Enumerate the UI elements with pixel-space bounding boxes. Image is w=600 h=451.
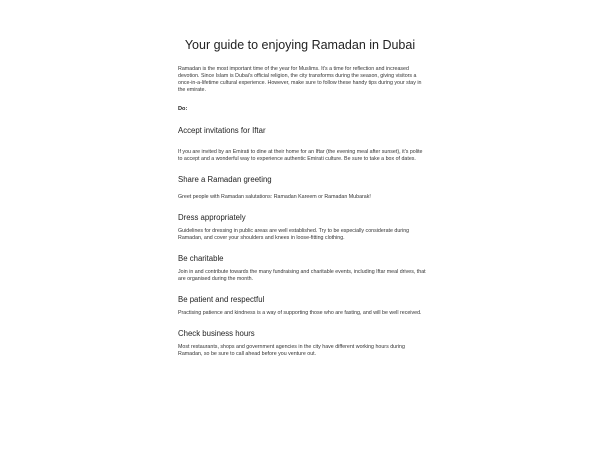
section-heading: Be patient and respectful (178, 295, 265, 304)
section-text: Most restaurants, shops and government agencies in the city have different working hours during Ramadan, so be sure to call ahead before you venture out. (178, 344, 405, 357)
page-title: Your guide to enjoying Ramadan in Dubai (184, 38, 416, 52)
section-text: Practising patience and kindness is a way of supporting those who are fasting, and will be well received. (178, 310, 422, 316)
section-charitable (178, 254, 426, 283)
section-patience (178, 295, 426, 317)
section-text: If you are invited by an Emirati to dine at their home for an Iftar (the evening meal after sunset), it's polite to accept and a wonderful way to experience authentic Emirati culture. Be sure to take a box of dates. (178, 149, 423, 162)
section-text: Greet people with Ramadan salutations: Ramadan Kareem or Ramadan Mubarak! (178, 194, 371, 200)
section-text: Guidelines for dressing in public areas are well established. Try to be especially considerate during Ramadan, and cover your shoulders and knees in loose-fitting clothing. (178, 228, 410, 241)
section-heading: Share a Ramadan greeting (178, 175, 272, 184)
section-greeting (178, 175, 426, 201)
section-heading: Dress appropriately (178, 213, 246, 222)
do-label: Do: (178, 106, 188, 112)
section-heading: Be charitable (178, 254, 224, 263)
section-heading: Accept invitations for Iftar (178, 126, 266, 135)
section-business-hours (178, 329, 426, 358)
section-text: Join in and contribute towards the many fundraising and charitable events, including Iftar meal drives, that are organised during the month. (178, 269, 426, 282)
section-heading: Check business hours (178, 329, 255, 338)
article-body (178, 66, 426, 358)
section-dress (178, 213, 426, 242)
section-iftar (178, 126, 426, 163)
intro-paragraph: Ramadan is the most important time of the year for Muslims. It's a time for reflection and increased devotion. Since Islam is Dubai's official religion, the city transforms during the season, giving visitors a once-in-a-lifetime cultural experience. However, make sure to follow these handy tips during your stay in the emirate. (178, 66, 422, 93)
